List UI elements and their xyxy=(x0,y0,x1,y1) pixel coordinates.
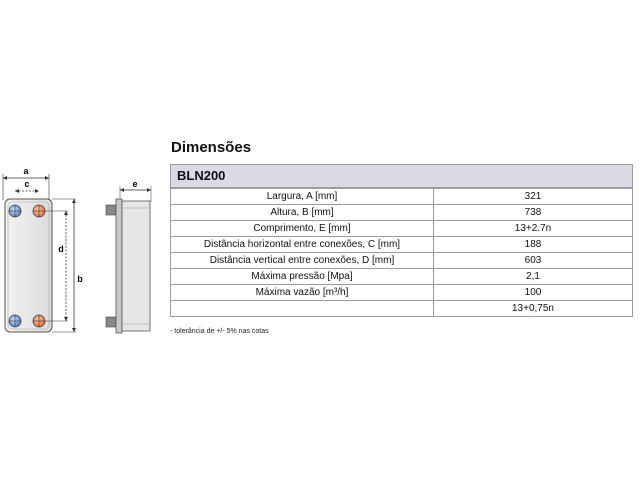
plate-pack xyxy=(122,201,150,331)
param-cell: Comprimento, E [mm] xyxy=(171,221,434,237)
param-cell: Distância vertical entre conexões, D [mm] xyxy=(171,253,434,269)
dim-label-a: a xyxy=(23,166,29,176)
value-cell: 13+2.7n xyxy=(434,221,633,237)
value-cell: 13+0,75n xyxy=(434,301,633,317)
dim-label-b: b xyxy=(77,274,83,284)
param-cell: Largura, A [mm] xyxy=(171,189,434,205)
value-cell: 603 xyxy=(434,253,633,269)
param-cell: Altura, B [mm] xyxy=(171,205,434,221)
plate-front xyxy=(5,199,52,332)
tolerance-note: - tolerância de +/- 5% nas cotas xyxy=(170,328,269,335)
dimensions-table xyxy=(170,188,633,317)
param-cell: Máxima pressão [Mpa] xyxy=(171,269,434,285)
port-bottom-right-icon xyxy=(33,315,45,327)
page-title: Dimensões xyxy=(171,139,252,156)
table-row xyxy=(171,205,633,221)
port-top-right-icon xyxy=(33,205,45,217)
side-view xyxy=(106,179,151,333)
table-row xyxy=(171,253,633,269)
table-row xyxy=(171,301,633,317)
table-row xyxy=(171,221,633,237)
value-cell: 321 xyxy=(434,189,633,205)
dim-label-e: e xyxy=(132,179,138,189)
port-top-left-icon xyxy=(9,205,21,217)
param-cell: Máxima vazão [m³/h] xyxy=(171,285,434,301)
table-row xyxy=(171,269,633,285)
value-cell: 738 xyxy=(434,205,633,221)
dim-label-c: c xyxy=(24,179,30,189)
dim-label-d: d xyxy=(58,244,64,254)
table-row xyxy=(171,285,633,301)
table-row xyxy=(171,237,633,253)
model-header: BLN200 xyxy=(170,164,633,188)
value-cell: 100 xyxy=(434,285,633,301)
param-cell xyxy=(171,301,434,317)
param-cell: Distância horizontal entre conexões, C [mm] xyxy=(171,237,434,253)
front-view xyxy=(3,166,83,332)
value-cell: 188 xyxy=(434,237,633,253)
port-bottom-left-icon xyxy=(9,315,21,327)
value-cell: 2,1 xyxy=(434,269,633,285)
table-row xyxy=(171,189,633,205)
technical-drawing xyxy=(0,0,170,480)
